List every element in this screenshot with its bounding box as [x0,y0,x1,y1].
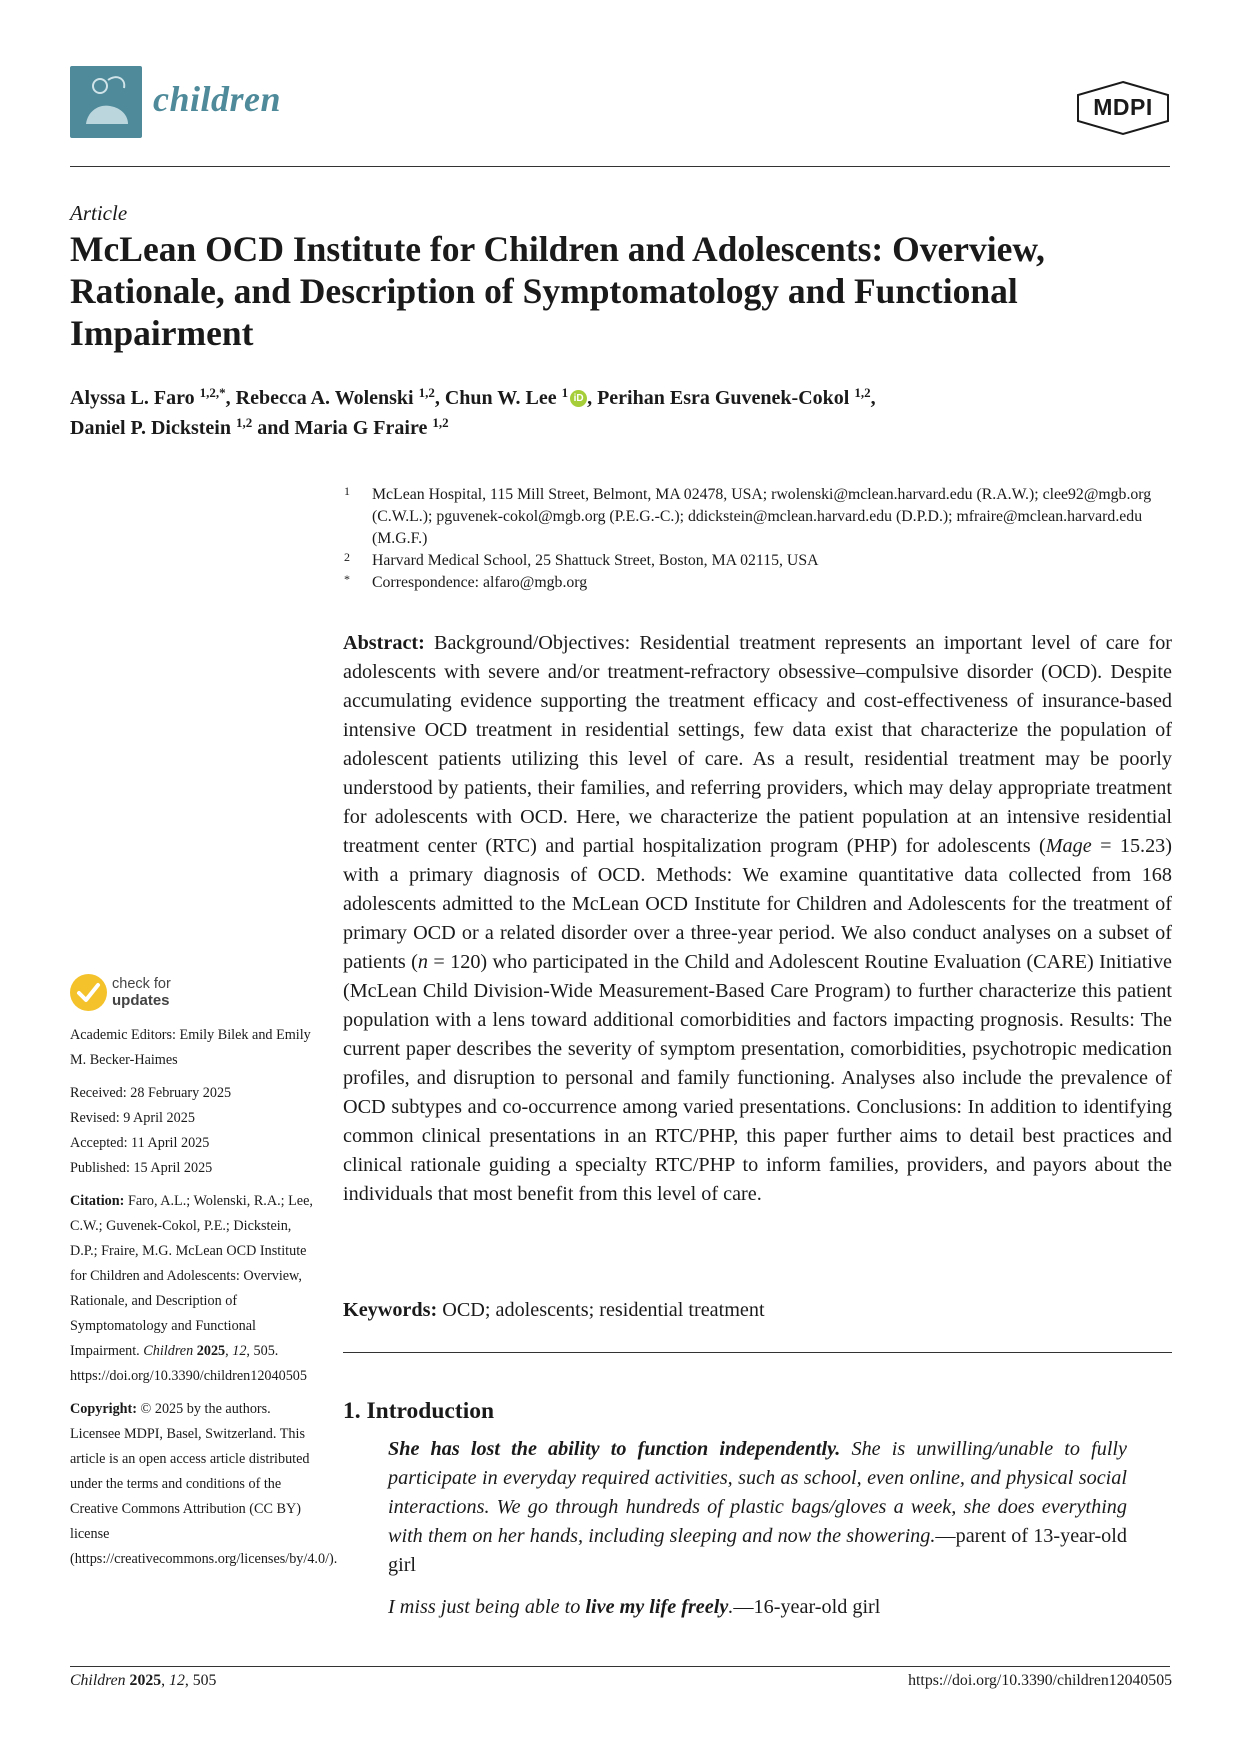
citation: Citation: Faro, A.L.; Wolenski, R.A.; Lee, C.W.; Guvenek-Cokol, P.E.; Dickstein, D.P.; Fraire, M.G. McLean OCD Institute for Children and Adolescents: Overview, Rationale, and Description of Symptomatology and Functional Impairment. Children 2025, 12, 505. https://doi.org/10.3390/children12040505 [70,1193,313,1384]
publisher-logo[interactable] [1074,80,1172,136]
citation-text: Faro, A.L.; Wolenski, R.A.; Lee, C.W.; Guvenek-Cokol, P.E.; Dickstein, D.P.; Fraire, M.G. McLean OCD Institute for Children and Adolescents: Overview, Rationale, and Description of Symptomatology and Functional Impairment. [70,1193,313,1359]
author-separator: , [870,387,876,409]
author-affiliation-marks: 1,2,* [199,385,226,400]
author-separator: and [252,417,295,439]
footer-volume: 12 [169,1672,185,1689]
footer-divider [70,1666,1170,1667]
received-date: Received: 28 February 2025 [70,1085,232,1101]
article-type: Article [70,201,128,225]
correspondence [340,572,1172,594]
quote-parent [388,1435,1127,1580]
sidebar [70,1023,338,1580]
abstract-text-3: = 120) who participated in the Child and Adolescent Routine Evaluation (CARE) Initiative (McLean Child Division-Wide Measurement-Based Care Program) to further characterize this patient population with a lens toward additional comorbidities and factors impacting prognosis. Results: The current paper describes the severity of symptom presentation, comorbidities, psychotropic medication profiles, and disruption to personal and family functioning. Analyses also include the prevalence of OCD subtypes and co-occurrence among varied presentations. Conclusions: In addition to identifying common clinical presentations in an RTC/PHP, this paper further aims to detail best practices and clinical rationale guiding a specialty RTC/PHP to inform families, providers, and payors about the individuals that most benefit from this level of care. [343,951,1173,1205]
abstract-text-1: Background/Objectives: Residential treatment represents an important level of care for adolescents with severe and/or treatment-refractory obsessive–compulsive disorder (OCD). Despite accumulating evidence supporting the treatment efficacy and cost-effectiveness of insurance-based intensive OCD treatment in residential settings, few data exist that characterize the population of adolescent patients utilizing this level of care. As a result, residential treatment may be poorly understood by patients, their families, and referring providers, which may delay appropriate treatment for adolescents with OCD. Here, we characterize the patient population at an intensive residential treatment center (RTC) and partial hospitalization program (PHP) for adolescents ( [343,632,1173,857]
article-title: McLean OCD Institute for Children and Adolescents: Overview, Rationale, and Description of Symptomatology and Functional Impairment [70,229,1045,353]
author-separator: , [434,387,445,409]
correspondence-text[interactable]: Correspondence: alfaro@mgb.org [372,574,588,591]
affiliation-text: Harvard Medical School, 25 Shattuck Street, Boston, MA 02115, USA [372,552,819,569]
author-affiliation-marks: 1 [561,385,569,400]
footer-doi-link[interactable]: https://doi.org/10.3390/children12040505 [908,1672,1172,1689]
author-separator: , [225,387,236,409]
author-affiliation-marks: 1,2 [418,385,435,400]
keywords-label: Keywords: [343,1299,438,1321]
affiliation-mark: 2 [344,550,350,564]
author-name[interactable]: Perihan Esra Guvenek-Cokol [597,387,855,409]
updates-label: updates [112,992,170,1009]
abstract [343,629,1172,1209]
check-for-updates-button[interactable] [70,974,270,1014]
quote-girl [388,1593,1127,1622]
quote-2-period: . [728,1596,734,1618]
author-name[interactable]: Chun W. Lee [444,387,562,409]
affiliations [340,484,1172,594]
quote-1-text: She is unwilling/unable to fully participate in everyday required activities, such as school, even online, and physical social interactions. We go through hundreds of plastic bags/gloves a week, she does everything with them on her hands, including sleeping and now the showering. [388,1438,1127,1547]
abstract-age-symbol: Mage [1045,835,1092,857]
author-list [70,383,1170,443]
dates [70,1081,315,1181]
author-affiliation-marks: 1,2 [432,415,449,430]
copyright [70,1397,338,1572]
footer-year: 2025 [129,1672,162,1689]
affiliation-mark: 1 [344,484,350,498]
author-separator: , [587,387,598,409]
quote-2-text: I miss just being able to [388,1596,586,1618]
orcid-icon[interactable]: iD [570,390,587,407]
section-heading: 1. Introduction [343,1398,495,1424]
citation-label: Citation: [70,1193,125,1209]
quote-1-attribution: —parent of 13-year-old girl [388,1525,1127,1576]
citation-journal: Children [143,1343,194,1359]
academic-editors: Academic Editors: Emily Bilek and Emily M. Becker-Haimes [70,1027,311,1068]
affiliation-1 [340,484,1172,550]
affiliation-mark: * [344,572,350,586]
keywords-divider [343,1352,1172,1353]
published-date: Published: 15 April 2025 [70,1160,213,1176]
abstract-label: Abstract: [343,632,425,654]
keywords-text: OCD; adolescents; residential treatment [437,1299,765,1321]
check-for-label: check for [112,976,171,992]
quote-2-bold: live my life freely [585,1596,729,1618]
affiliation-text: McLean Hospital, 115 Mill Street, Belmont, MA 02478, USA; rwolenski@mclean.harvard.edu (R.A.W.); clee92@mgb.org (C.W.L.); pguvenek-cokol@mgb.org (P.E.G.-C.); ddickstein@mclean.harvard.edu (D.P.D.); mfraire@mclean.harvard.edu (M.G.F.) [372,486,1152,547]
journal-name[interactable]: children [153,79,282,119]
child-figure-icon [70,66,142,138]
author-name[interactable]: Maria G Fraire [294,417,433,439]
citation-doi[interactable]: , 505. https://doi.org/10.3390/children12040505 [70,1343,307,1384]
copyright-label: Copyright: [70,1401,137,1417]
footer-page: , 505 [184,1672,217,1689]
accepted-date: Accepted: 11 April 2025 [70,1135,210,1151]
keywords [343,1296,1172,1325]
abstract-n-symbol: n [417,951,428,973]
journal-cover-icon [70,66,142,138]
author-name[interactable]: Rebecca A. Wolenski [235,387,419,409]
author-name[interactable]: Daniel P. Dickstein [70,417,236,439]
quote-1-bold: She has lost the ability to function independently. [388,1438,841,1460]
copyright-text: © 2025 by the authors. Licensee MDPI, Basel, Switzerland. This article is an open access article distributed under the terms and conditions of the Creative Commons Attribution (CC BY) license (https://creativecommons.org/licenses/by/4.0/). [70,1401,338,1567]
header-divider [70,166,1170,167]
publisher-name: MDPI [1093,94,1153,120]
checkmark-icon [70,974,107,1011]
footer-citation: Children 2025, 12, 505 [70,1672,217,1689]
footer-journal: Children [70,1672,126,1689]
quote-2-attribution: —16-year-old girl [733,1596,881,1618]
author-affiliation-marks: 1,2 [235,415,253,430]
citation-year: 2025 [196,1343,226,1359]
author-name[interactable]: Alyssa L. Faro [70,387,200,409]
abstract-text-2: = 15.23) with a primary diagnosis of OCD. Methods: We examine quantitative data collected from 168 adolescents admitted to the McLean OCD Institute for Children and Adolescents for the treatment of primary OCD or a related disorder over a three-year period. We also conduct analyses on a subset of patients ( [343,835,1173,973]
revised-date: Revised: 9 April 2025 [70,1110,195,1126]
author-affiliation-marks: 1,2 [854,385,871,400]
affiliation-2 [340,550,1172,572]
citation-volume: 12 [232,1343,247,1359]
